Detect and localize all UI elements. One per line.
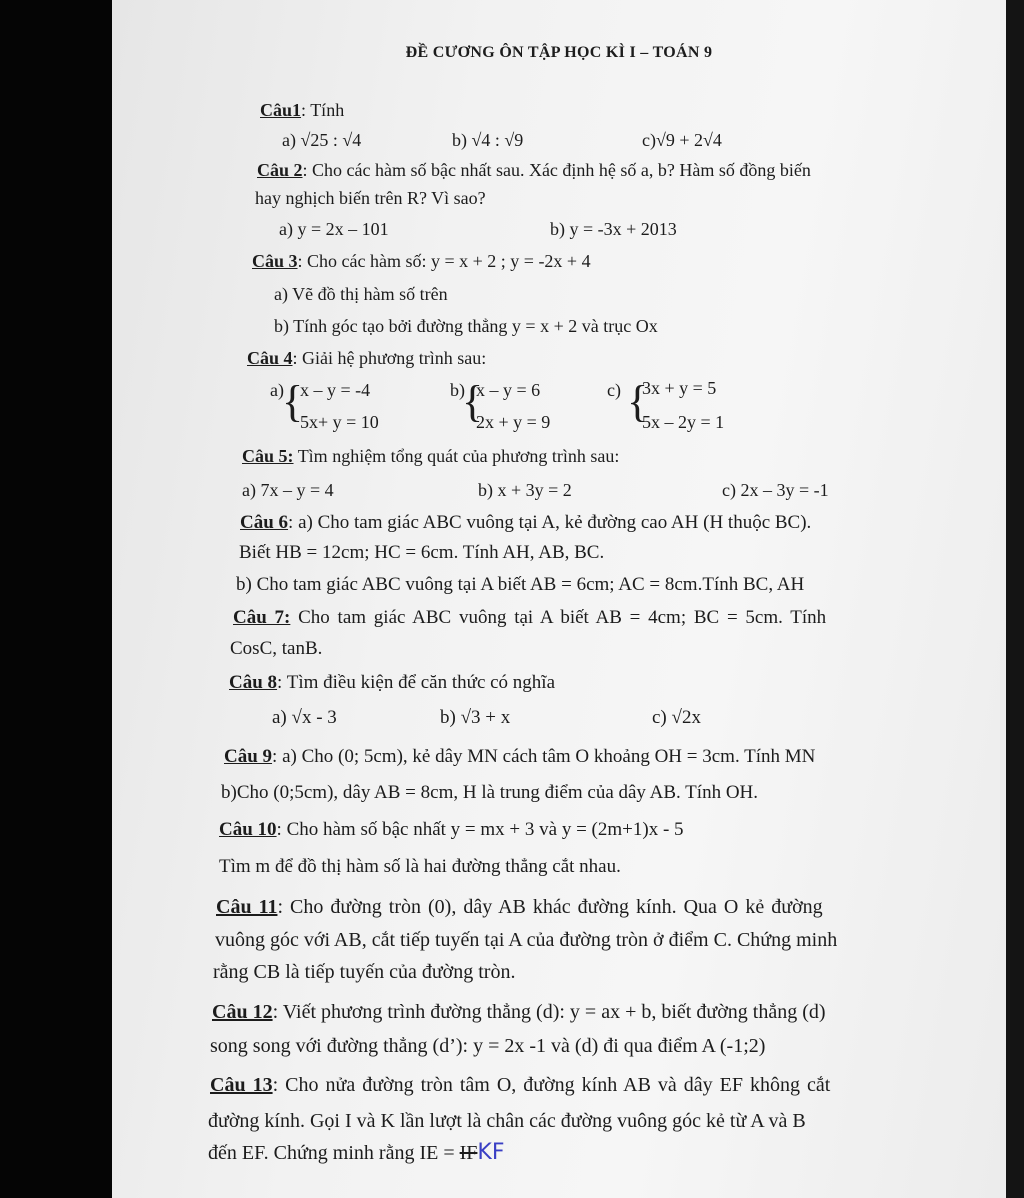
struck-text: IF xyxy=(459,1142,478,1164)
question-11 xyxy=(216,895,823,919)
q1-part-a: a) √25 : √4 xyxy=(282,130,362,150)
q4-a-eq2: 5x+ y = 10 xyxy=(300,412,379,432)
q4-b-brace: { xyxy=(462,377,484,426)
question-3-text: : Cho các hàm số: y = x + 2 ; y = -2x + 4 xyxy=(297,251,591,271)
handwritten-correction: KF xyxy=(477,1140,505,1165)
question-4-label: Câu 4 xyxy=(247,348,293,368)
question-10-text-1: : Cho hàm số bậc nhất y = mx + 3 và y = (2m+1)x - 5 xyxy=(276,819,684,840)
question-11-label: Câu 11 xyxy=(216,896,278,918)
question-8-text: : Tìm điều kiện để căn thức có nghĩa xyxy=(277,672,556,693)
question-4 xyxy=(247,346,486,370)
question-11-text-1: : Cho đường tròn (0), dây AB khác đường kính. Qua O kẻ đường xyxy=(277,896,823,918)
q8-part-a: a) √x - 3 xyxy=(272,707,337,728)
question-11-text-2: vuông góc với AB, cắt tiếp tuyến tại A của đường tròn ở điểm C. Chứng minh xyxy=(215,929,838,951)
question-13-text-3 xyxy=(208,1141,505,1165)
question-1 xyxy=(260,98,344,122)
q4-a-eq1: x – y = -4 xyxy=(300,380,371,400)
q3-part-b: b) Tính góc tạo bởi đường thẳng y = x + 2 và trục Ox xyxy=(274,316,658,336)
question-3-label: Câu 3 xyxy=(252,251,298,271)
question-12-label: Câu 12 xyxy=(212,1001,273,1023)
q2-part-b: b) y = -3x + 2013 xyxy=(550,219,677,239)
question-2-text-2: hay nghịch biến trên R? Vì sao? xyxy=(255,188,486,208)
q8-part-b: b) √3 + x xyxy=(440,707,511,728)
document-page xyxy=(112,0,1006,1198)
q4-b-label: b) xyxy=(450,380,465,400)
question-11-text-3: rằng CB là tiếp tuyến của đường tròn. xyxy=(213,961,516,983)
question-9-text-2: b)Cho (0;5cm), dây AB = 8cm, H là trung điểm của dây AB. Tính OH. xyxy=(221,782,759,803)
question-2 xyxy=(257,158,811,182)
q4-c-eq1: 3x + y = 5 xyxy=(642,378,717,398)
question-6-text-3: b) Cho tam giác ABC vuông tại A biết AB = 6cm; AC = 8cm.Tính BC, AH xyxy=(236,574,805,595)
question-2-text-1: : Cho các hàm số bậc nhất sau. Xác định hệ số a, b? Hàm số đồng biến xyxy=(302,160,811,180)
question-5-text: Tìm nghiệm tổng quát của phương trình sau: xyxy=(293,446,620,466)
question-7 xyxy=(233,606,826,630)
q4-c-label: c) xyxy=(607,380,621,400)
question-7-text-2: CosC, tanB. xyxy=(230,638,323,659)
question-13-label: Câu 13 xyxy=(210,1074,273,1096)
background-left xyxy=(0,0,112,1198)
question-6-text-1: : a) Cho tam giác ABC vuông tại A, kẻ đường cao AH (H thuộc BC). xyxy=(288,512,812,533)
q1-part-b: b) √4 : √9 xyxy=(452,130,524,150)
question-10-text-2: Tìm m để đồ thị hàm số là hai đường thẳng cắt nhau. xyxy=(219,856,621,877)
q4-a-label: a) xyxy=(270,380,284,400)
question-12-text-2: song song với đường thẳng (d’): y = 2x -1 và (d) đi qua điểm A (-1;2) xyxy=(210,1035,766,1057)
question-5 xyxy=(242,444,619,468)
question-8-label: Câu 8 xyxy=(229,672,278,693)
question-10-label: Câu 10 xyxy=(219,819,277,840)
q4-c-eq2: 5x – 2y = 1 xyxy=(642,412,725,432)
question-1-label: Câu1 xyxy=(260,100,302,120)
q4-b-eq1: x – y = 6 xyxy=(476,380,541,400)
question-9-label: Câu 9 xyxy=(224,746,273,767)
question-7-label: Câu 7: xyxy=(233,607,291,628)
question-2-label: Câu 2 xyxy=(257,160,303,180)
question-4-text: : Giải hệ phương trình sau: xyxy=(292,348,487,368)
q5-part-b: b) x + 3y = 2 xyxy=(478,480,572,500)
question-9-text-1: : a) Cho (0; 5cm), kẻ dây MN cách tâm O khoảng OH = 3cm. Tính MN xyxy=(272,746,816,767)
question-7-text-1: Cho tam giác ABC vuông tại A biết AB = 4cm; BC = 5cm. Tính xyxy=(290,607,827,628)
question-3 xyxy=(252,249,591,273)
q4-c-brace: { xyxy=(627,377,649,426)
question-9 xyxy=(224,745,815,769)
q4-a-brace: { xyxy=(282,377,304,426)
question-13-text-2: đường kính. Gọi I và K lần lượt là chân các đường vuông góc kẻ từ A và B xyxy=(208,1110,806,1132)
question-6-text-2: Biết HB = 12cm; HC = 6cm. Tính AH, AB, BC. xyxy=(239,542,605,563)
q5-part-c: c) 2x – 3y = -1 xyxy=(722,480,829,500)
question-13 xyxy=(210,1073,830,1097)
question-13-text-1: : Cho nửa đường tròn tâm O, đường kính AB và dây EF không cắt xyxy=(272,1074,831,1096)
page-title: ĐỀ CƯƠNG ÔN TẬP HỌC KÌ I – TOÁN 9 xyxy=(405,44,713,61)
background-right xyxy=(1006,0,1024,1198)
question-6 xyxy=(240,511,811,535)
question-10 xyxy=(219,818,684,842)
q3-part-a: a) Vẽ đồ thị hàm số trên xyxy=(274,284,448,304)
question-12 xyxy=(212,1000,826,1024)
question-1-text: : Tính xyxy=(301,100,345,120)
q2-part-a: a) y = 2x – 101 xyxy=(279,219,389,239)
question-13-text-3-main: đến EF. Chứng minh rằng IE = xyxy=(208,1142,460,1164)
q8-part-c: c) √2x xyxy=(652,707,701,728)
question-8 xyxy=(229,671,555,695)
q1-part-c: c)√9 + 2√4 xyxy=(642,130,722,150)
q4-b-eq2: 2x + y = 9 xyxy=(476,412,551,432)
question-6-label: Câu 6 xyxy=(240,512,289,533)
question-5-label: Câu 5: xyxy=(242,446,294,466)
question-12-text-1: : Viết phương trình đường thẳng (d): y = ax + b, biết đường thẳng (d) xyxy=(272,1001,826,1023)
q5-part-a: a) 7x – y = 4 xyxy=(242,480,334,500)
